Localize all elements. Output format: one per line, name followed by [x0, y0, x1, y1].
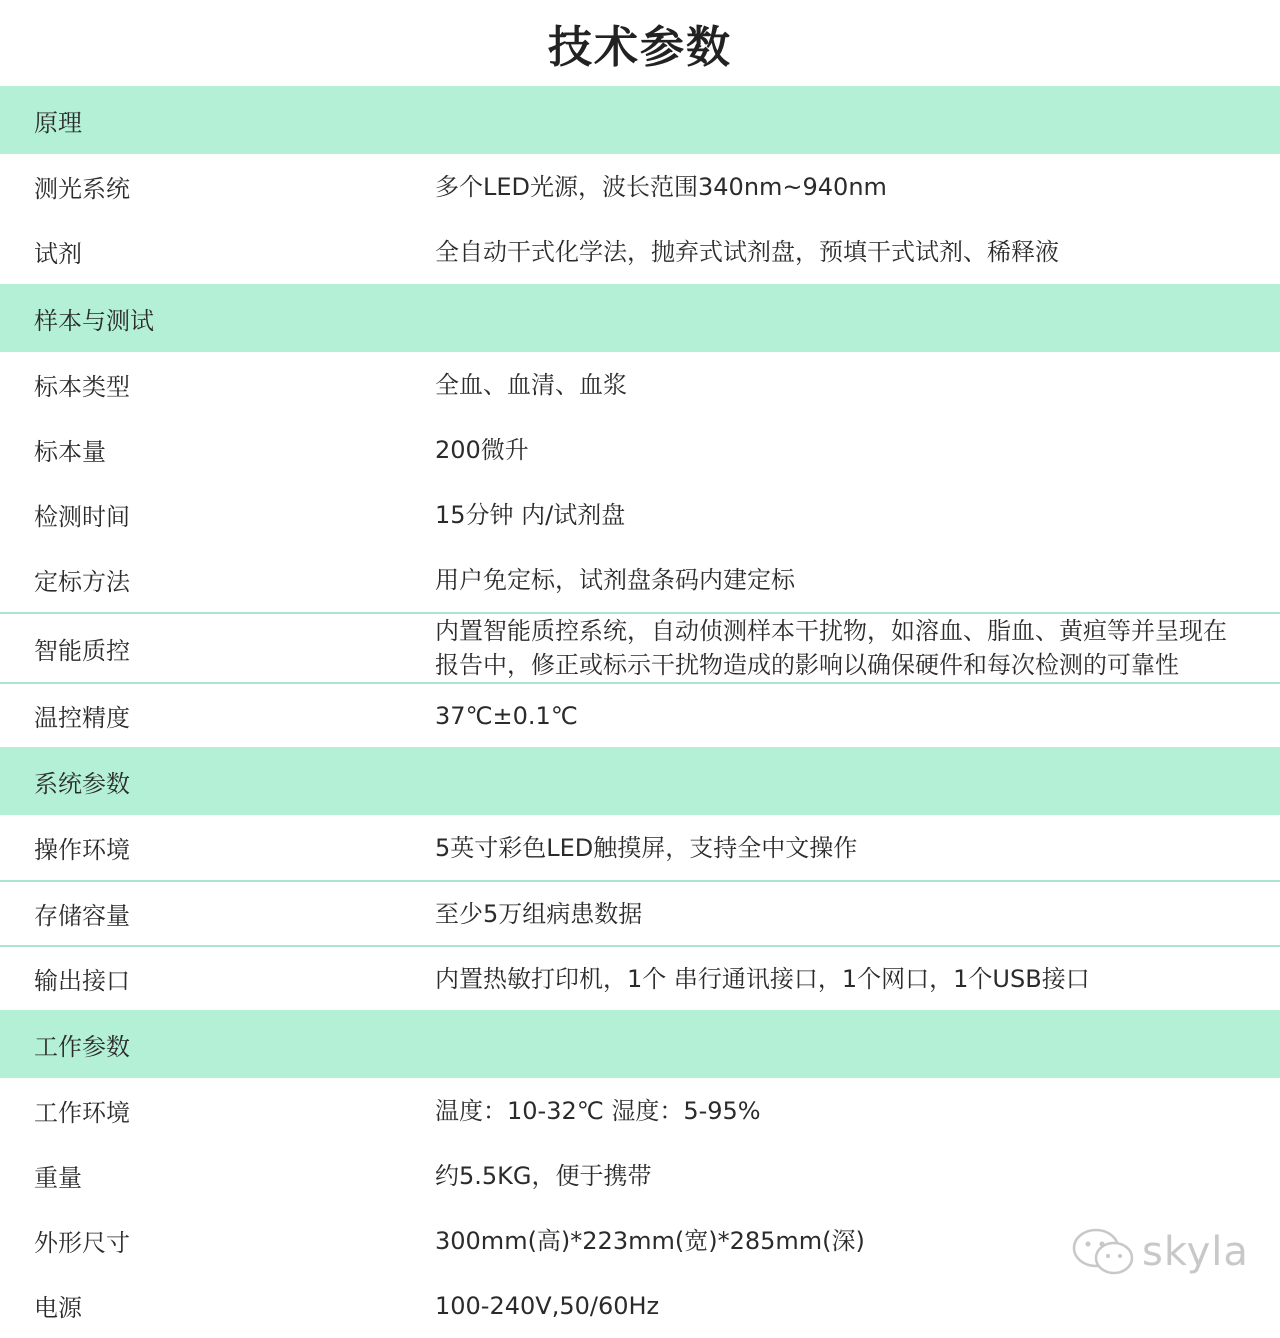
section-header-sample-test	[0, 284, 1280, 352]
table-row	[0, 482, 1280, 547]
row-value: 至少5万组病患数据	[435, 899, 643, 928]
section-heading: 系统参数	[34, 769, 130, 798]
row-value: 37℃±0.1℃	[435, 701, 578, 730]
spec-table	[0, 86, 1280, 1338]
row-label: 定标方法	[34, 568, 130, 596]
table-row	[0, 612, 1280, 682]
table-row	[0, 219, 1280, 284]
table-row	[0, 815, 1280, 880]
watermark	[1070, 1222, 1249, 1282]
row-label: 试剂	[34, 240, 82, 268]
table-row	[0, 1078, 1280, 1143]
row-label: 电源	[34, 1294, 82, 1322]
row-label: 外形尺寸	[34, 1229, 130, 1257]
row-value: 200微升	[435, 435, 529, 464]
row-value: 内置热敏打印机，1个 串行通讯接口，1个网口，1个USB接口	[435, 964, 1090, 993]
section-header-system	[0, 747, 1280, 815]
row-label: 输出接口	[34, 967, 130, 995]
row-label: 标本量	[34, 438, 106, 466]
row-value: 300mm(高)*223mm(宽)*285mm(深)	[435, 1226, 865, 1255]
row-value: 5英寸彩色LED触摸屏，支持全中文操作	[435, 833, 858, 862]
row-value: 多个LED光源，波长范围340nm~940nm	[435, 172, 887, 201]
page-title: 技术参数	[548, 22, 732, 73]
section-header-working	[0, 1010, 1280, 1078]
section-header-principle	[0, 86, 1280, 154]
table-row	[0, 945, 1280, 1010]
row-label: 操作环境	[34, 836, 130, 864]
table-row	[0, 880, 1280, 945]
table-row	[0, 154, 1280, 219]
row-value: 用户免定标，试剂盘条码内建定标	[435, 565, 795, 594]
section-heading: 原理	[34, 108, 82, 137]
table-row	[0, 417, 1280, 482]
section-heading: 工作参数	[34, 1032, 130, 1061]
table-row	[0, 1143, 1280, 1208]
table-row	[0, 1273, 1280, 1338]
row-value: 约5.5KG，便于携带	[435, 1161, 652, 1190]
row-value: 内置智能质控系统，自动侦测样本干扰物，如溶血、脂血、黄疸等并呈现在报告中，修正或标示干扰物造成的影响以确保硬件和每次检测的可靠性	[435, 617, 1227, 679]
row-value: 100-240V,50/60Hz	[435, 1291, 660, 1320]
table-row	[0, 547, 1280, 612]
row-label: 存储容量	[34, 902, 130, 930]
table-row	[0, 682, 1280, 747]
row-value: 温度：10-32℃ 湿度：5-95%	[435, 1096, 761, 1125]
table-row	[0, 352, 1280, 417]
section-heading: 样本与测试	[34, 306, 154, 335]
row-label: 工作环境	[34, 1099, 130, 1127]
row-label: 测光系统	[34, 175, 130, 203]
row-label: 温控精度	[34, 704, 130, 732]
row-label: 重量	[34, 1164, 82, 1192]
row-label: 检测时间	[34, 503, 130, 531]
row-value: 15分钟 内/试剂盘	[435, 500, 626, 529]
watermark-text: skyla	[1142, 1229, 1249, 1275]
row-value: 全血、血清、血浆	[435, 370, 627, 399]
wechat-icon	[1070, 1224, 1140, 1280]
row-value: 全自动干式化学法，抛弃式试剂盘，预填干式试剂、稀释液	[435, 237, 1059, 266]
row-label: 智能质控	[34, 636, 130, 665]
row-label: 标本类型	[34, 373, 130, 401]
